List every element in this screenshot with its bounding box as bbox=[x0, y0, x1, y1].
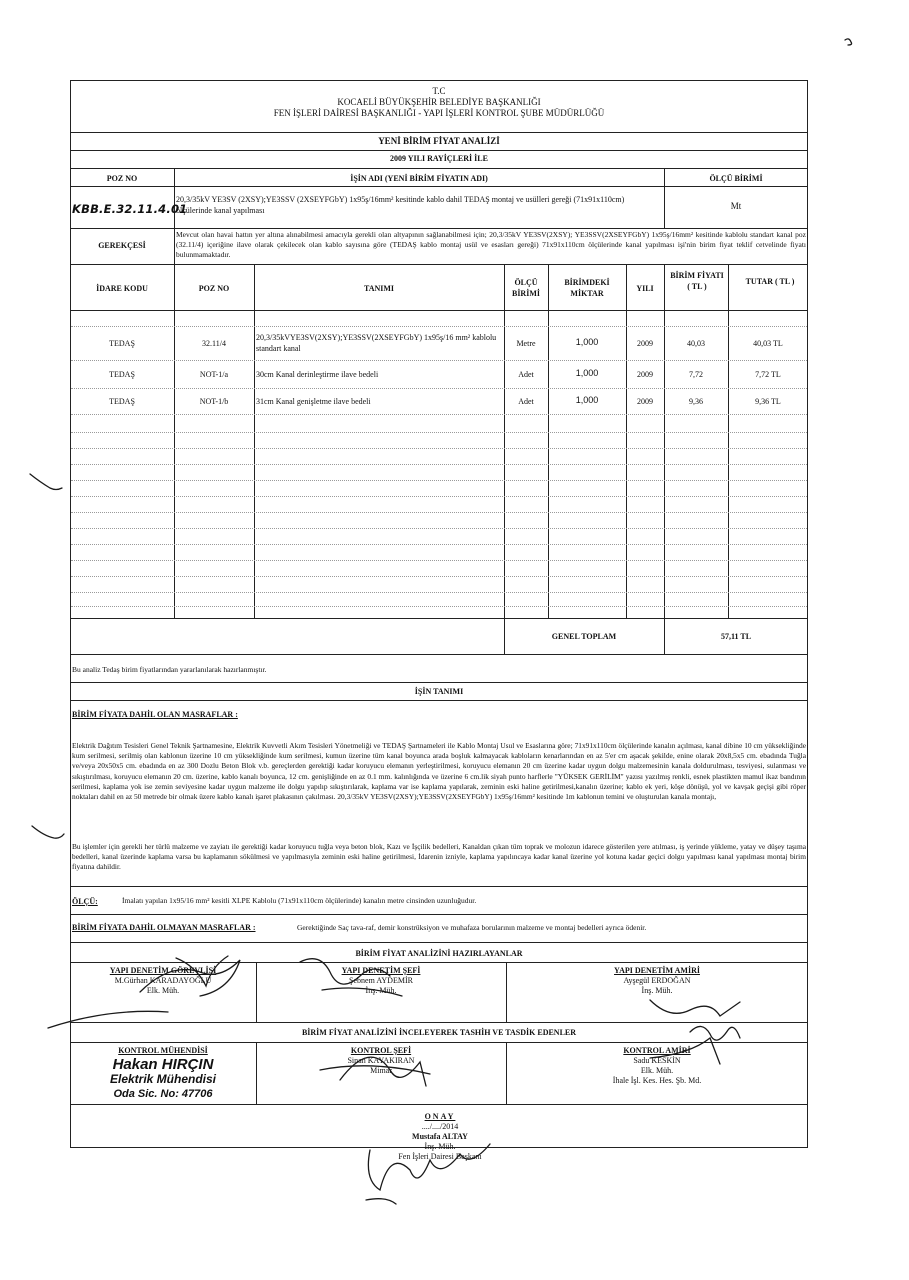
table-row-3-idare: TEDAŞ bbox=[109, 397, 135, 406]
tasdik-2-title: KONTROL ŞEFİ bbox=[350, 1046, 412, 1055]
poz-code: KBB.E.32.11.4.01 bbox=[72, 202, 188, 216]
gerekce-text: Mevcut olan havai hattın yer altına alınabilmesi amacıyla gerekli olan altyapının sağlanabilmesi için; 20,3/35kV YE3SV(2XSY); YE3SSV(2XSEYFGbY) 1x95ş/16mm² kesitinde kablolu standart kanal poz (32.11/4) içeriğine ilave olarak çekilecek olan kablo sayısına göre (TEDAŞ kablo montaj usül ve esasları gereği) 71x91x110cm ölçülerinde kanal yapılması işi'nin birim fiyat teklif cetvelinde fiyatı bulunmamaktadır. bbox=[176, 230, 806, 259]
onay-date: ..../..../2014 bbox=[421, 1122, 459, 1131]
tasdik-1-stamp-role: Elektrik Mühendisi bbox=[109, 1072, 217, 1086]
col-birim-fiyati: BİRİM FİYATI ( TL ) bbox=[670, 271, 724, 291]
poz-no-header: POZ NO bbox=[106, 174, 138, 183]
isin-adi-header: İŞİN ADI (YENİ BİRİM FİYATIN ADI) bbox=[350, 174, 488, 183]
header-tc: T.C bbox=[432, 86, 446, 96]
col-olcu-birimi: ÖLÇÜ BİRİMİ bbox=[511, 278, 540, 298]
dahil-olan-label: BİRİM FİYATA DAHİL OLAN MASRAFLAR : bbox=[72, 710, 238, 719]
table-row-3-poz: NOT-1/b bbox=[199, 397, 229, 406]
table-row-1-miktar: 1,000 bbox=[575, 337, 599, 347]
table-row-3-miktar: 1,000 bbox=[575, 395, 599, 405]
col-miktar: BİRİMDEKİ MİKTAR bbox=[564, 278, 610, 298]
col-yili: YILI bbox=[636, 284, 654, 293]
tasdik-3-title: KONTROL AMİRİ bbox=[623, 1046, 691, 1055]
genel-toplam-label: GENEL TOPLAM bbox=[551, 632, 617, 641]
hazirlayan-2-name: Şebnem AYDEMİR bbox=[349, 976, 413, 985]
table-row-2-fiyat: 7,72 bbox=[689, 370, 703, 379]
hazirlayan-1-role: Elk. Müh. bbox=[146, 986, 180, 995]
col-poz-no: POZ NO bbox=[198, 284, 230, 293]
col-idare-kodu: İDARE KODU bbox=[96, 284, 148, 293]
tasdik-1 bbox=[70, 1046, 256, 1102]
genel-toplam-value: 57,11 TL bbox=[720, 632, 752, 641]
table-row-2-tanim: 30cm Kanal derinleştirme ilave bedeli bbox=[256, 370, 379, 379]
olcu-label: ÖLÇÜ: bbox=[72, 897, 98, 906]
hazirlayan-1 bbox=[70, 966, 256, 996]
hazirlayan-1-title: YAPI DENETİM GÖREVLİSİ bbox=[109, 966, 217, 975]
tasdik-3-dept: İhale İşl. Kes. Hes. Şb. Md. bbox=[612, 1076, 702, 1085]
table-row-3-tanim: 31cm Kanal genişletme ilave bedeli bbox=[256, 397, 371, 406]
table-row-1-tanim: 20,3/35kVYE3SV(2XSY);YE3SSV(2XSEYFGbY) 1x95ş/16 mm² kablolu standart kanal bbox=[256, 333, 497, 353]
tasdik-1-title: KONTROL MÜHENDİSİ bbox=[118, 1046, 208, 1055]
table-row-2-olcu: Adet bbox=[518, 370, 534, 379]
hazirlayan-2-title: YAPI DENETİM ŞEFİ bbox=[341, 966, 421, 975]
dahil-olmayan-text: Gerektiğinde Saç tava-raf, demir konstrüksiyon ve muhafaza borularının malzeme ve montaj bedelleri ayrıca ödenir. bbox=[297, 923, 647, 932]
tasdik-1-stamp bbox=[70, 1057, 256, 1102]
table-row-2-idare: TEDAŞ bbox=[109, 370, 135, 379]
hazirlayan-3-name: Ayşegül ERDOĞAN bbox=[623, 976, 691, 985]
page-subtitle: 2009 YILI RAYİÇLERİ İLE bbox=[390, 154, 488, 163]
tasdik-2-name: Sinan KAYAKIRAN bbox=[347, 1056, 415, 1065]
isin-tanimi-header: İŞİN TANIMI bbox=[414, 687, 464, 696]
table-row-2-miktar: 1,000 bbox=[575, 368, 599, 378]
dahil-olan-text: Elektrik Dağıtım Tesisleri Genel Teknik Şartnamesine, Elektrik Kuvvetli Akım Tesisleri Yönetmeliği ve TEDAŞ Şartnameleri ile Kablo Montaj Usul ve Esaslarına göre; 71x91x110cm ölçülerinde kanalın açılması, kanal dibine 10 cm yüksekliğinde kum serilmesi, serilmiş olan kablonun üzerine 10 cm yüksekliğinde kum serilmesi, kumun üzerine tüm kanal boyunca arada boşluk kalmayacak kabloların kenarlarından en az 5'er cm aşacak şekilde, enine olarak 20x8,5x5 cm. ebadında Tuğla ve/veya 20x50x5 cm. ebadında en az 300 Dozlu Beton Blok v.b. gereçlerden gerektiği kadar koruyucu elemanın yerleştirilmesi, koruyucu elemanın 20 cm üzerine kadar uygun dolgu malzemesinin kanala doldurulması, tesviyesi, sulanması ve sıkıştırılması, koruyucu elemanın 20 cm. üzerine, kablo kanalı boyunca, 12 cm. genişliğinde en az 0.1 mm. kalınlığında ve üzerine 6 cm.lik siyah punto harflerle "YÜKSEK GERİLİM" yazısı yazılmış renkli, esnek plastikten mamul ikaz bandının serilmesi, kaplama yok ise zemin seviyesine kadar uygun malzeme ile dolgu yapılıp sıkıştırılarak, kaplama var ise kaplama yapılarak, zeminin eski haline getirilmesi,kanalın üzerine; kablo ek yeri, köşe dönüşü, yol ve kavşak geçişi gibi röper noktaları dahil en az 50 metrede bir olmak üzere kablo kanalı işaret plakasının çakılması. 20,3/35kV YE3SV(2XSY);YE3SSV(2XSEYFGbY) 1x95ş/16mm² kesitinde 1m kablonun temini ve oluşturulan kanala montajı, bbox=[72, 741, 806, 802]
table-row-1-fiyat: 40,03 bbox=[687, 339, 705, 348]
hazirlayan-3-title: YAPI DENETİM AMİRİ bbox=[614, 966, 700, 975]
analysis-note: Bu analiz Tedaş birim fiyatlarından yararlanılarak hazırlanmıştır. bbox=[72, 665, 267, 674]
tasdik-3 bbox=[506, 1046, 808, 1086]
table-row-1-tutar: 40,03 TL bbox=[753, 339, 783, 348]
gerekce-label: GEREKÇESİ bbox=[98, 241, 146, 250]
table-row-2-yil: 2009 bbox=[637, 370, 653, 379]
table-row-1-yil: 2009 bbox=[637, 339, 653, 348]
table-row-2-tutar: 7,72 TL bbox=[755, 370, 781, 379]
hazirlayanlar-header: BİRİM FİYAT ANALİZİNİ HAZIRLAYANLAR bbox=[355, 949, 523, 958]
poz-name: 20,3/35kV YE3SV (2XSY);YE3SSV (2XSEYFGbY) 1x95ş/16mm² kesitinde kablo dahil TEDAŞ montaj ve usülleri gereği (71x91x110cm) ölçülerinde kanal yapılması bbox=[176, 195, 625, 215]
col-tanimi: TANIMI bbox=[363, 284, 395, 293]
onay-role: İnş. Müh. bbox=[424, 1142, 456, 1151]
hazirlayan-2-role: İnş. Müh. bbox=[365, 986, 397, 995]
tasdik-2-role: Mimar bbox=[370, 1066, 392, 1075]
page-title: YENİ BİRİM FİYAT ANALİZİ bbox=[378, 136, 500, 146]
header-institution: KOCAELİ BÜYÜKŞEHİR BELEDİYE BAŞKANLIĞI bbox=[337, 97, 541, 107]
onay-label: ONAY bbox=[424, 1112, 456, 1121]
tasdik-1-stamp-reg: Oda Sic. No: 47706 bbox=[113, 1088, 213, 1100]
table-row-3-olcu: Adet bbox=[518, 397, 534, 406]
olcu-text: İmalatı yapılan 1x95/16 mm² kesitli XLPE Kablolu (71x91x110cm ölçülerinde) kanalın metre cinsinden uzunluğudur. bbox=[122, 896, 477, 905]
table-row-3-fiyat: 9,36 bbox=[689, 397, 703, 406]
onay-name: Mustafa ALTAY bbox=[412, 1132, 468, 1141]
tasdik-header: BİRİM FİYAT ANALİZİNİ İNCELEYEREK TASHİH VE TASDİK EDENLER bbox=[301, 1028, 577, 1037]
onay-block bbox=[360, 1112, 520, 1162]
hazirlayan-3-role: İnş. Müh. bbox=[641, 986, 673, 995]
hazirlayan-2 bbox=[256, 966, 506, 996]
table-row-3-yil: 2009 bbox=[637, 397, 653, 406]
table-row-1-idare: TEDAŞ bbox=[109, 339, 135, 348]
tasdik-3-role: Elk. Müh. bbox=[640, 1066, 674, 1075]
table-row-2-poz: NOT-1/a bbox=[199, 370, 229, 379]
olcu-birimi-header: ÖLÇÜ BİRİMİ bbox=[709, 174, 763, 183]
poz-unit: Mt bbox=[730, 201, 742, 211]
hazirlayan-1-name: M.Gürhan KARADAYOĞLU bbox=[114, 976, 212, 985]
dahil-olmayan-label: BİRİM FİYATA DAHİL OLMAYAN MASRAFLAR : bbox=[72, 923, 256, 932]
col-tutar: TUTAR ( TL ) bbox=[745, 277, 795, 286]
tasdik-2 bbox=[256, 1046, 506, 1076]
table-row-3-tutar: 9,36 TL bbox=[755, 397, 781, 406]
onay-dept: Fen İşleri Dairesi Başkanı bbox=[398, 1152, 482, 1161]
table-row-1-olcu: Metre bbox=[516, 339, 536, 348]
header bbox=[70, 86, 808, 119]
header-department: FEN İŞLERİ DAİRESİ BAŞKANLIĞI - YAPI İŞLERİ KONTROL ŞUBE MÜDÜRLÜĞÜ bbox=[273, 108, 605, 118]
tasdik-3-name: Sadu KESKİN bbox=[633, 1056, 681, 1065]
tasdik-1-stamp-name: Hakan HIRÇIN bbox=[112, 1056, 214, 1073]
table-row-1-poz: 32.11/4 bbox=[202, 339, 226, 348]
dahil-olan-text-2: Bu işlemler için gerekli her türlü malzeme ve zayiatı ile gerektiği kadar koruyucu tuğla veya beton blok, Kazı ve İşçilik bedelleri, Kanaldan çıkan tüm toprak ve molozun idarece gösterilen yere atılması, iş yerinde yükleme, yatay ve düşey taşıma bedelleri, kanal üzerinde kaplama varsa bu kaplamanın sökülmesi ve yapılmasıyla zeminin eski haline getirilmesi, İdarenin izniyle, kaplama yapılıncaya kadar kanal üzerine yol kotuna kadar geçici dolgu yapılması kanal yapılması montaj birim fiyatına dahildir. bbox=[72, 842, 806, 872]
hazirlayan-3 bbox=[506, 966, 808, 996]
